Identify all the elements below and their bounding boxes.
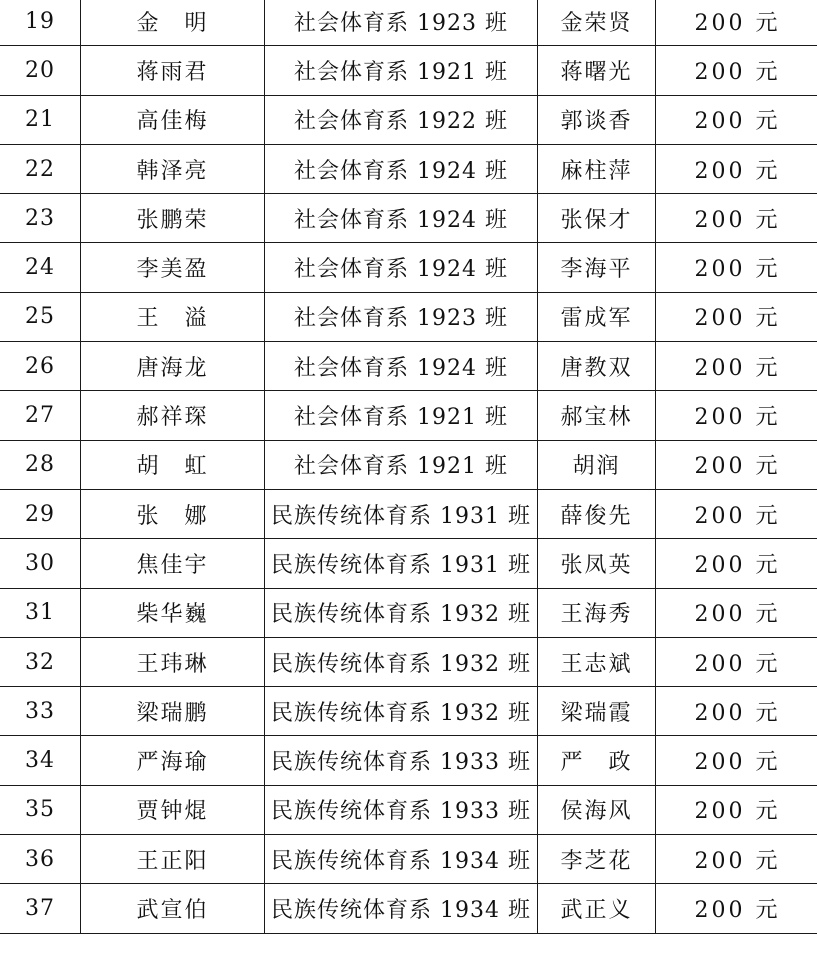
amount-cell: 200 元 [656, 95, 817, 144]
row-number-cell: 33 [0, 687, 81, 736]
amount-cell: 200 元 [656, 391, 817, 440]
student-name-cell: 李美盈 [81, 243, 265, 292]
class-cell: 社会体育系 1921 班 [265, 46, 538, 95]
parent-name-cell: 蒋曙光 [538, 46, 656, 95]
table-row [0, 440, 817, 489]
student-name-cell: 唐海龙 [81, 342, 265, 391]
student-name-cell: 贾钟焜 [81, 785, 265, 834]
amount-cell: 200 元 [656, 785, 817, 834]
amount-cell: 200 元 [656, 637, 817, 686]
parent-name-cell: 唐教双 [538, 342, 656, 391]
table-row [0, 637, 817, 686]
parent-name-cell: 麻柱萍 [538, 144, 656, 193]
class-cell: 民族传统体育系 1934 班 [265, 884, 538, 933]
student-name-cell: 郝祥琛 [81, 391, 265, 440]
parent-name-cell: 郭谈香 [538, 95, 656, 144]
row-number-cell: 37 [0, 884, 81, 933]
student-name-cell: 韩泽亮 [81, 144, 265, 193]
class-cell: 社会体育系 1921 班 [265, 391, 538, 440]
table-row [0, 194, 817, 243]
class-cell: 社会体育系 1924 班 [265, 144, 538, 193]
amount-cell: 200 元 [656, 292, 817, 341]
class-cell: 民族传统体育系 1932 班 [265, 588, 538, 637]
class-cell: 社会体育系 1924 班 [265, 194, 538, 243]
row-number-cell: 28 [0, 440, 81, 489]
parent-name-cell: 张凤英 [538, 539, 656, 588]
parent-name-cell: 武正义 [538, 884, 656, 933]
student-name-cell: 蒋雨君 [81, 46, 265, 95]
table-row [0, 785, 817, 834]
parent-name-cell: 胡润 [538, 440, 656, 489]
table-row [0, 46, 817, 95]
student-name-cell: 胡 虹 [81, 440, 265, 489]
row-number-cell: 36 [0, 835, 81, 884]
amount-cell: 200 元 [656, 539, 817, 588]
row-number-cell: 26 [0, 342, 81, 391]
amount-cell: 200 元 [656, 489, 817, 538]
parent-name-cell: 李芝花 [538, 835, 656, 884]
parent-name-cell: 侯海风 [538, 785, 656, 834]
row-number-cell: 29 [0, 489, 81, 538]
table-row [0, 391, 817, 440]
student-name-cell: 张鹏荣 [81, 194, 265, 243]
amount-cell: 200 元 [656, 194, 817, 243]
amount-cell: 200 元 [656, 46, 817, 95]
student-name-cell: 张 娜 [81, 489, 265, 538]
table-row [0, 835, 817, 884]
parent-name-cell: 严 政 [538, 736, 656, 785]
amount-cell: 200 元 [656, 144, 817, 193]
table-row [0, 539, 817, 588]
class-cell: 民族传统体育系 1933 班 [265, 785, 538, 834]
row-number-cell: 35 [0, 785, 81, 834]
parent-name-cell: 雷成军 [538, 292, 656, 341]
amount-cell: 200 元 [656, 736, 817, 785]
student-name-cell: 梁瑞鹏 [81, 687, 265, 736]
class-cell: 社会体育系 1922 班 [265, 95, 538, 144]
parent-name-cell: 薛俊先 [538, 489, 656, 538]
table-row [0, 292, 817, 341]
parent-name-cell: 李海平 [538, 243, 656, 292]
student-name-cell: 焦佳宇 [81, 539, 265, 588]
amount-cell: 200 元 [656, 687, 817, 736]
table-row [0, 342, 817, 391]
parent-name-cell: 王海秀 [538, 588, 656, 637]
student-name-cell: 王玮琳 [81, 637, 265, 686]
row-number-cell: 23 [0, 194, 81, 243]
amount-cell: 200 元 [656, 342, 817, 391]
class-cell: 民族传统体育系 1931 班 [265, 539, 538, 588]
student-name-cell: 王 溢 [81, 292, 265, 341]
parent-name-cell: 张保才 [538, 194, 656, 243]
student-name-cell: 金 明 [81, 0, 265, 46]
table-row [0, 588, 817, 637]
row-number-cell: 25 [0, 292, 81, 341]
row-number-cell: 24 [0, 243, 81, 292]
table-row [0, 489, 817, 538]
class-cell: 社会体育系 1924 班 [265, 342, 538, 391]
parent-name-cell: 金荣贤 [538, 0, 656, 46]
amount-cell: 200 元 [656, 835, 817, 884]
class-cell: 民族传统体育系 1933 班 [265, 736, 538, 785]
student-name-cell: 柴华巍 [81, 588, 265, 637]
row-number-cell: 22 [0, 144, 81, 193]
parent-name-cell: 梁瑞霞 [538, 687, 656, 736]
amount-cell: 200 元 [656, 243, 817, 292]
row-number-cell: 34 [0, 736, 81, 785]
table-row [0, 736, 817, 785]
student-name-cell: 王正阳 [81, 835, 265, 884]
row-number-cell: 20 [0, 46, 81, 95]
row-number-cell: 27 [0, 391, 81, 440]
class-cell: 社会体育系 1924 班 [265, 243, 538, 292]
row-number-cell: 32 [0, 637, 81, 686]
class-cell: 民族传统体育系 1931 班 [265, 489, 538, 538]
class-cell: 民族传统体育系 1934 班 [265, 835, 538, 884]
row-number-cell: 21 [0, 95, 81, 144]
student-name-cell: 武宣伯 [81, 884, 265, 933]
parent-name-cell: 郝宝林 [538, 391, 656, 440]
class-cell: 社会体育系 1921 班 [265, 440, 538, 489]
amount-cell: 200 元 [656, 588, 817, 637]
table-row [0, 0, 817, 46]
amount-cell: 200 元 [656, 440, 817, 489]
amount-cell: 200 元 [656, 884, 817, 933]
table-row [0, 95, 817, 144]
table-row [0, 884, 817, 933]
table-row [0, 243, 817, 292]
row-number-cell: 31 [0, 588, 81, 637]
class-cell: 民族传统体育系 1932 班 [265, 637, 538, 686]
row-number-cell: 30 [0, 539, 81, 588]
class-cell: 民族传统体育系 1932 班 [265, 687, 538, 736]
parent-name-cell: 王志斌 [538, 637, 656, 686]
student-name-cell: 高佳梅 [81, 95, 265, 144]
amount-cell: 200 元 [656, 0, 817, 46]
row-number-cell: 19 [0, 0, 81, 46]
class-cell: 社会体育系 1923 班 [265, 0, 538, 46]
student-name-cell: 严海瑜 [81, 736, 265, 785]
table-row [0, 687, 817, 736]
table-row [0, 144, 817, 193]
class-cell: 社会体育系 1923 班 [265, 292, 538, 341]
